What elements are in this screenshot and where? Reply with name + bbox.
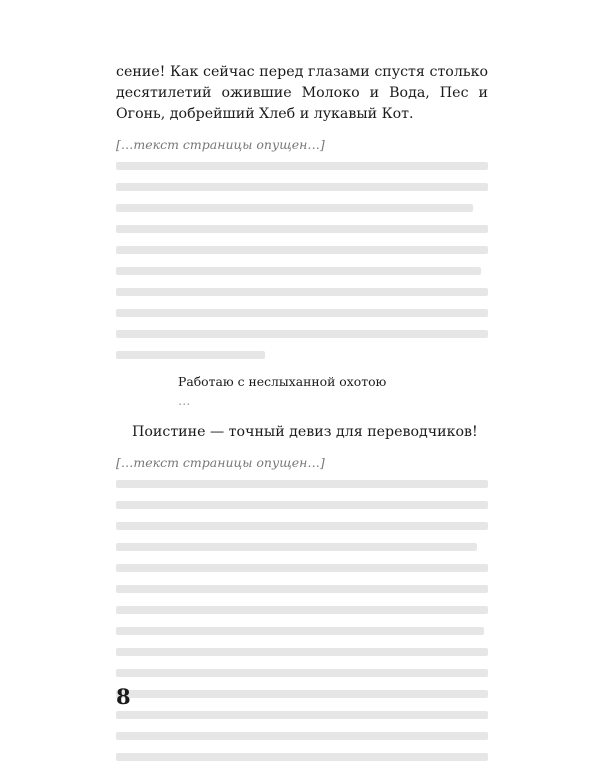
- placeholder-line: [116, 351, 265, 359]
- omitted-text-note: […текст страницы опущен…]: [116, 137, 325, 152]
- placeholder-line: [116, 585, 488, 593]
- opening-paragraph-excerpt: сение! Как сейчас перед глазами спустя столько десятилетий ожившие Молоко и Вода, Пес и Огонь, добрейший Хлеб и лукавый Кот.: [116, 64, 488, 122]
- placeholder-line: [116, 309, 488, 317]
- placeholder-line: [116, 606, 488, 614]
- placeholder-line: [116, 564, 488, 572]
- omitted-text-placeholder: [116, 480, 488, 761]
- placeholder-line: [116, 288, 488, 296]
- verse-elided-marker: …: [178, 393, 193, 408]
- placeholder-line: [116, 267, 481, 275]
- verse-first-line: Работаю с неслыханной охотою: [178, 374, 387, 389]
- placeholder-line: [116, 732, 488, 740]
- placeholder-line: [116, 669, 488, 677]
- placeholder-line: [116, 543, 477, 551]
- placeholder-line: [116, 690, 488, 698]
- placeholder-line: [116, 501, 488, 509]
- placeholder-line: [116, 183, 488, 191]
- placeholder-line: [116, 522, 488, 530]
- placeholder-line: [116, 246, 488, 254]
- placeholder-line: [116, 648, 488, 656]
- omitted-text-note: […текст страницы опущен…]: [116, 455, 325, 470]
- placeholder-line: [116, 753, 488, 761]
- book-page: [116, 62, 488, 692]
- placeholder-line: [116, 480, 488, 488]
- placeholder-line: [116, 162, 488, 170]
- placeholder-line: [116, 225, 488, 233]
- placeholder-line: [116, 627, 484, 635]
- quoted-quatrain: [178, 372, 488, 410]
- page-number: 8: [116, 684, 131, 709]
- placeholder-line: [116, 330, 488, 338]
- omitted-text-placeholder: [116, 162, 488, 359]
- placeholder-line: [116, 711, 488, 719]
- placeholder-line: [116, 204, 473, 212]
- second-paragraph-excerpt: Поистине — точный девиз для переводчиков!: [132, 424, 478, 440]
